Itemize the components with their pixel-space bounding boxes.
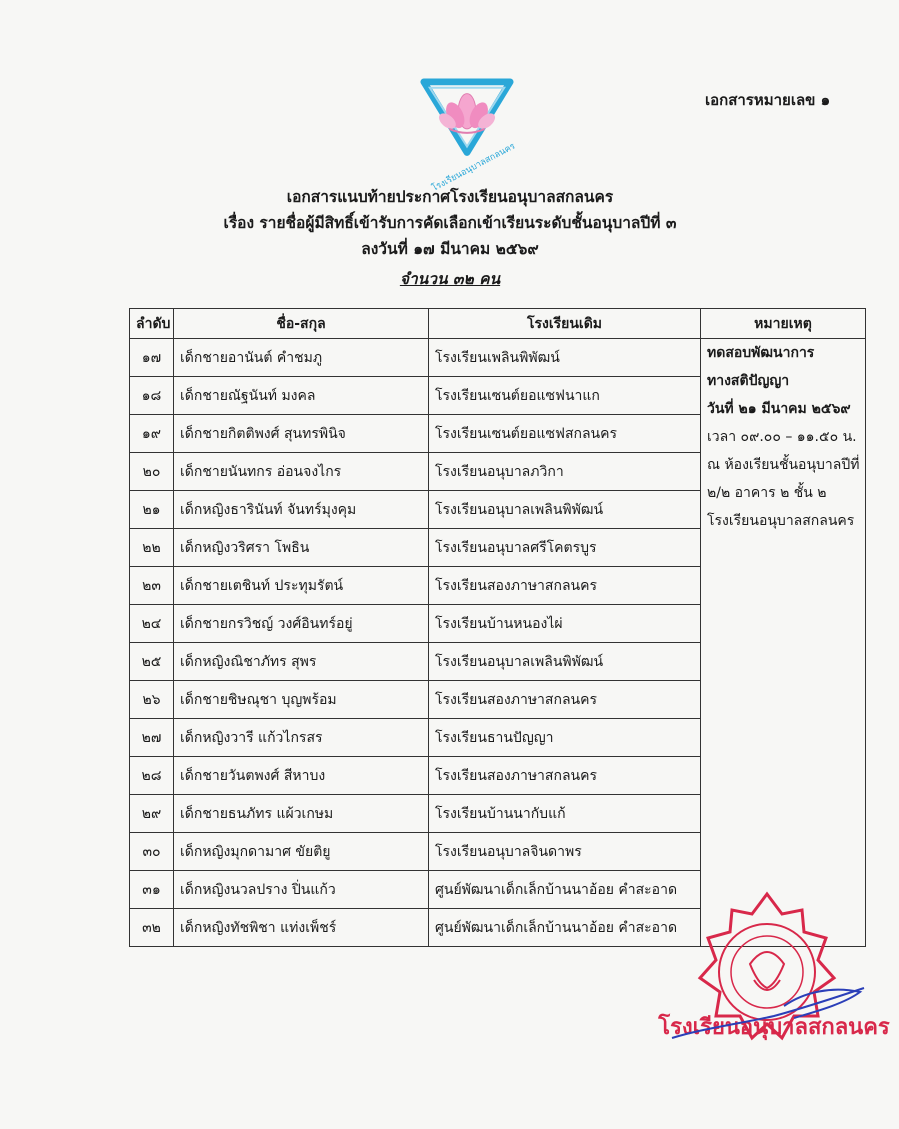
row-number: ๒๒ xyxy=(130,529,174,567)
row-number: ๓๑ xyxy=(130,871,174,909)
remark-line: ทางสติปัญญา xyxy=(707,373,790,389)
heading-date: ลงวันที่ ๑๗ มีนาคม ๒๕๖๙ xyxy=(361,240,539,258)
row-name: เด็กหญิงณิชาภัทร สุพร xyxy=(174,643,429,681)
row-number: ๒๔ xyxy=(130,605,174,643)
remark-line: เวลา ๐๙.๐๐ – ๑๑.๕๐ น. xyxy=(707,429,857,445)
row-name: เด็กหญิงนวลปราง ปิ่นแก้ว xyxy=(174,871,429,909)
row-number: ๑๘ xyxy=(130,377,174,415)
row-name: เด็กชายอานันต์ คำชมภู xyxy=(174,339,429,377)
row-school: โรงเรียนสองภาษาสกลนคร xyxy=(429,757,701,795)
row-number: ๑๗ xyxy=(130,339,174,377)
row-name: เด็กชายธนภัทร แผ้วเกษม xyxy=(174,795,429,833)
row-school: โรงเรียนอนุบาลภวิกา xyxy=(429,453,701,491)
school-seal-icon xyxy=(658,888,890,1056)
row-name: เด็กชายวันตพงศ์ สีหาบง xyxy=(174,757,429,795)
row-school: โรงเรียนบ้านนากับแก้ xyxy=(429,795,701,833)
row-name: เด็กชายชิษณุชา บุญพร้อม xyxy=(174,681,429,719)
row-school: โรงเรียนธานปัญญา xyxy=(429,719,701,757)
row-name: เด็กหญิงมุกดามาศ ขัยติยู xyxy=(174,833,429,871)
row-name: เด็กหญิงทัชพิชา แท่งเพ็ชร์ xyxy=(174,909,429,947)
row-school: โรงเรียนเซนต์ยอแซฟนาแก xyxy=(429,377,701,415)
row-number: ๒๑ xyxy=(130,491,174,529)
row-school: โรงเรียนอนุบาลจินดาพร xyxy=(429,833,701,871)
row-name: เด็กหญิงวริศรา โพธิน xyxy=(174,529,429,567)
row-school: โรงเรียนอนุบาลเพลินพิพัฒน์ xyxy=(429,643,701,681)
table-row xyxy=(130,339,866,377)
row-school: โรงเรียนอนุบาลเพลินพิพัฒน์ xyxy=(429,491,701,529)
row-number: ๒๕ xyxy=(130,643,174,681)
row-school: ศูนย์พัฒนาเด็กเล็กบ้านนาอ้อย คำสะอาด xyxy=(429,909,701,947)
row-number: ๒๓ xyxy=(130,567,174,605)
row-number: ๓๒ xyxy=(130,909,174,947)
remark-line: ณ ห้องเรียนชั้นอนุบาลปีที่ xyxy=(707,457,860,473)
header-school: โรงเรียนเดิม xyxy=(429,309,701,339)
row-number: ๒๘ xyxy=(130,757,174,795)
remark-line: โรงเรียนอนุบาลสกลนคร xyxy=(707,513,855,529)
header-order: ลำดับ xyxy=(130,309,174,339)
row-school: โรงเรียนสองภาษาสกลนคร xyxy=(429,567,701,605)
row-school: โรงเรียนอนุบาลศรีโคตรบูร xyxy=(429,529,701,567)
row-number: ๒๙ xyxy=(130,795,174,833)
seal-text: โรงเรียนอนุบาลสกลนคร xyxy=(658,1015,890,1040)
row-school: ศูนย์พัฒนาเด็กเล็กบ้านนาอ้อย คำสะอาด xyxy=(429,871,701,909)
row-number: ๓๐ xyxy=(130,833,174,871)
logo-text: โรงเรียนอนุบาลสกลนคร xyxy=(430,141,518,194)
row-name: เด็กหญิงธารินันท์ จันทร์มุงคุม xyxy=(174,491,429,529)
heading-line-2: เรื่อง รายชื่อผู้มีสิทธิ์เข้ารับการคัดเลือกเข้าเรียนระดับชั้นอนุบาลปีที่ ๓ xyxy=(223,214,677,232)
row-school: โรงเรียนเซนต์ยอแซฟสกลนคร xyxy=(429,415,701,453)
remark-line: ทดสอบพัฒนาการ xyxy=(707,345,815,361)
header-remark: หมายเหตุ xyxy=(701,309,866,339)
row-name: เด็กชายกรวิชญ์ วงศ์อินทร์อยู่ xyxy=(174,605,429,643)
row-number: ๒๗ xyxy=(130,719,174,757)
row-name: เด็กชายกิตติพงศ์ สุนทรพินิจ xyxy=(174,415,429,453)
row-number: ๒๖ xyxy=(130,681,174,719)
remark-cell xyxy=(701,339,866,947)
row-name: เด็กชายณัฐนันท์ มงคล xyxy=(174,377,429,415)
document-number: เอกสารหมายเลข ๑ xyxy=(705,91,831,109)
row-school: โรงเรียนเพลินพิพัฒน์ xyxy=(429,339,701,377)
table-header-row xyxy=(130,309,866,339)
row-name: เด็กชายนันทกร อ่อนจงไกร xyxy=(174,453,429,491)
row-number: ๑๙ xyxy=(130,415,174,453)
row-name: เด็กชายเตชินท์ ประทุมรัตน์ xyxy=(174,567,429,605)
heading-count: จำนวน ๓๒ คน xyxy=(399,270,501,288)
row-school: โรงเรียนบ้านหนองไผ่ xyxy=(429,605,701,643)
remark-line: วันที่ ๒๑ มีนาคม ๒๕๖๙ xyxy=(707,401,851,417)
candidate-table xyxy=(129,308,866,947)
row-school: โรงเรียนสองภาษาสกลนคร xyxy=(429,681,701,719)
school-logo-icon xyxy=(418,76,518,194)
row-number: ๒๐ xyxy=(130,453,174,491)
heading-line-1: เอกสารแนบท้ายประกาศโรงเรียนอนุบาลสกลนคร xyxy=(286,188,614,206)
row-name: เด็กหญิงวารี แก้วไกรสร xyxy=(174,719,429,757)
remark-line: ๒/๒ อาคาร ๒ ชั้น ๒ xyxy=(707,485,827,501)
header-name: ชื่อ-สกุล xyxy=(174,309,429,339)
